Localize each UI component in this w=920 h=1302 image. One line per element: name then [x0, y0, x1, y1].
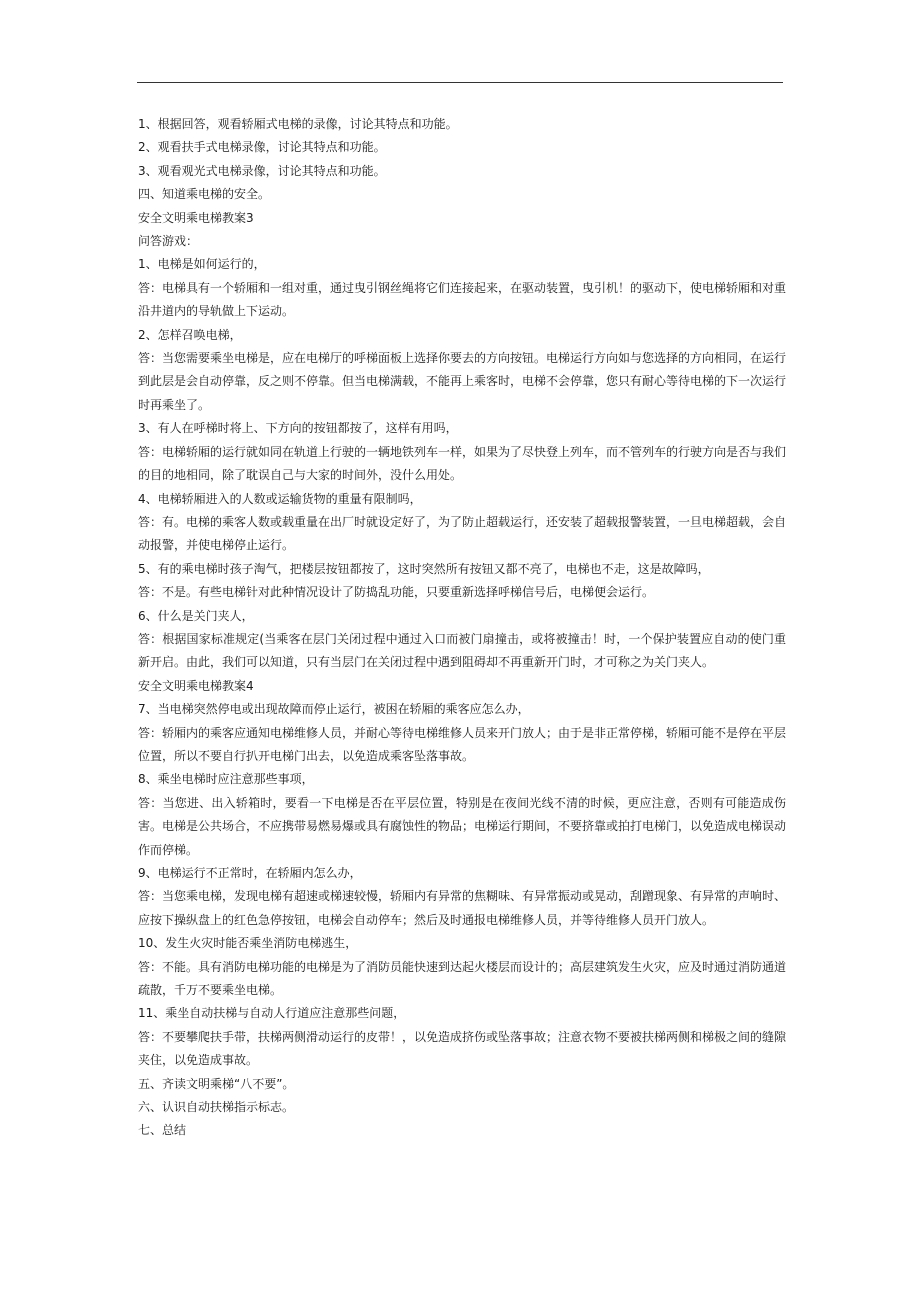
document-paragraph: 问答游戏：: [138, 234, 199, 249]
document-paragraph: 1、电梯是如何运行的，: [138, 257, 266, 272]
document-paragraph: 答：当您进、出入轿箱时，要看一下电梯是否在平层位置，特别是在夜间光线不清的时候，更应注意，否则有可能造成伤害。电梯是公共场合，不应携带易燃易爆或具有腐蚀性的物品；电梯运行期间，不要挤靠或拍打电梯门，以免造成电梯误动作而停梯。: [138, 795, 787, 857]
document-paragraph: 四、知道乘电梯的安全。: [138, 187, 271, 202]
document-paragraph: 答：根据国家标准规定(当乘客在层门关闭过程中通过入口而被门扇撞击，或将被撞击！时，一个保护装置应自动的使门重新开启。由此，我们可以知道，只有当层门在关闭过程中遇到阻碍却不再重新开门时，才可称之为关门夹人。: [138, 631, 786, 670]
document-paragraph: 7、当电梯突然停电或出现故障而停止运行，被困在轿厢的乘客应怎么办，: [138, 702, 530, 717]
document-paragraph: 答：有。电梯的乘客人数或载重量在出厂时就设定好了，为了防止超载运行，还安装了超载报警装置，一旦电梯超载，会自动报警，并使电梯停止运行。: [138, 514, 787, 553]
document-paragraph: 1、根据回答，观看轿厢式电梯的录像，讨论其特点和功能。: [138, 117, 458, 131]
document-paragraph: 9、电梯运行不正常时，在轿厢内怎么办，: [138, 866, 362, 880]
document-paragraph: 答：电梯轿厢的运行就如同在轨道上行驶的一辆地铁列车一样，如果为了尽快登上列车，而不管列车的行驶方向是否与我们的目的地相同，除了耽误自己与大家的时间外，没什么用处。: [138, 444, 787, 483]
document-paragraph: 2、观看扶手式电梯录像，讨论其特点和功能。: [138, 140, 386, 155]
document-paragraph: 答：不是。有些电梯针对此种情况设计了防捣乱功能，只要重新选择呼梯信号后，电梯便会运行。: [138, 585, 655, 600]
document-paragraph: 安全文明乘电梯教案4: [138, 678, 254, 693]
document-body: [138, 113, 786, 1143]
document-paragraph: 安全文明乘电梯教案3: [138, 210, 254, 225]
document-paragraph: 答：轿厢内的乘客应通知电梯维修人员，并耐心等待电梯维修人员来开门放人；由于是非正常停梯，轿厢可能不是停在平层位置，所以不要自行扒开电梯门出去，以免造成乘客坠落事故。: [138, 725, 787, 763]
document-paragraph: 答：当您乘电梯，发现电梯有超速或梯速较慢，轿厢内有异常的焦糊味、有异常振动或晃动，刮蹭现象、有异常的声响时、应按下操纵盘上的红色急停按钮，电梯会自动停车；然后及时通报电梯维修人员，并等待维修人员开门放人。: [138, 889, 787, 927]
document-paragraph: 2、怎样召唤电梯，: [138, 327, 242, 342]
document-paragraph: 3、有人在呼梯时将上、下方向的按钮都按了，这样有用吗，: [138, 421, 458, 436]
document-paragraph: 六、认识自动扶梯指示标志。: [138, 1100, 295, 1115]
document-paragraph: 答：不要攀爬扶手带，扶梯两侧滑动运行的皮带！，以免造成挤伤或坠落事故；注意衣物不要被扶梯两侧和梯极之间的缝隙夹住，以免造成事故。: [138, 1029, 787, 1068]
document-paragraph: 5、有的乘电梯时孩子淘气，把楼层按钮都按了，这时突然所有按钮又都不亮了，电梯也不走，这是故障吗，: [138, 561, 710, 576]
document-paragraph: 答：电梯具有一个轿厢和一组对重，通过曳引钢丝绳将它们连接起来，在驱动装置，曳引机！的驱动下，使电梯轿厢和对重沿井道内的导轨做上下运动。: [138, 280, 787, 319]
document-paragraph: 五、齐读文明乘梯“八不要”。: [138, 1076, 295, 1091]
document-paragraph: 4、电梯轿厢进入的人数或运输货物的重量有限制吗，: [138, 491, 422, 506]
document-paragraph: 3、观看观光式电梯录像，讨论其特点和功能。: [138, 163, 386, 178]
document-paragraph: 8、乘坐电梯时应注意那些事项，: [138, 772, 314, 787]
header-rule: [137, 82, 783, 83]
document-paragraph: 6、什么是关门夹人，: [138, 608, 254, 623]
document-paragraph: 答：当您需要乘坐电梯是，应在电梯厅的呼梯面板上选择你要去的方向按钮。电梯运行方向如与您选择的方向相同，在运行到此层是会自动停靠，反之则不停靠。但当电梯满载，不能再上乘客时，电梯不会停靠，您只有耐心等待电梯的下一次运行时再乘坐了。: [138, 351, 787, 412]
document-paragraph: 答：不能。具有消防电梯功能的电梯是为了消防员能快速到达起火楼层而设计的；高层建筑发生火灾，应及时通过消防通道疏散，千万不要乘坐电梯。: [138, 959, 787, 998]
document-paragraph: 七、总结: [138, 1123, 187, 1138]
document-paragraph: 11、乘坐自动扶梯与自动人行道应注意那些问题，: [138, 1006, 406, 1021]
document-paragraph: 10、发生火灾时能否乘坐消防电梯逃生，: [138, 936, 358, 951]
